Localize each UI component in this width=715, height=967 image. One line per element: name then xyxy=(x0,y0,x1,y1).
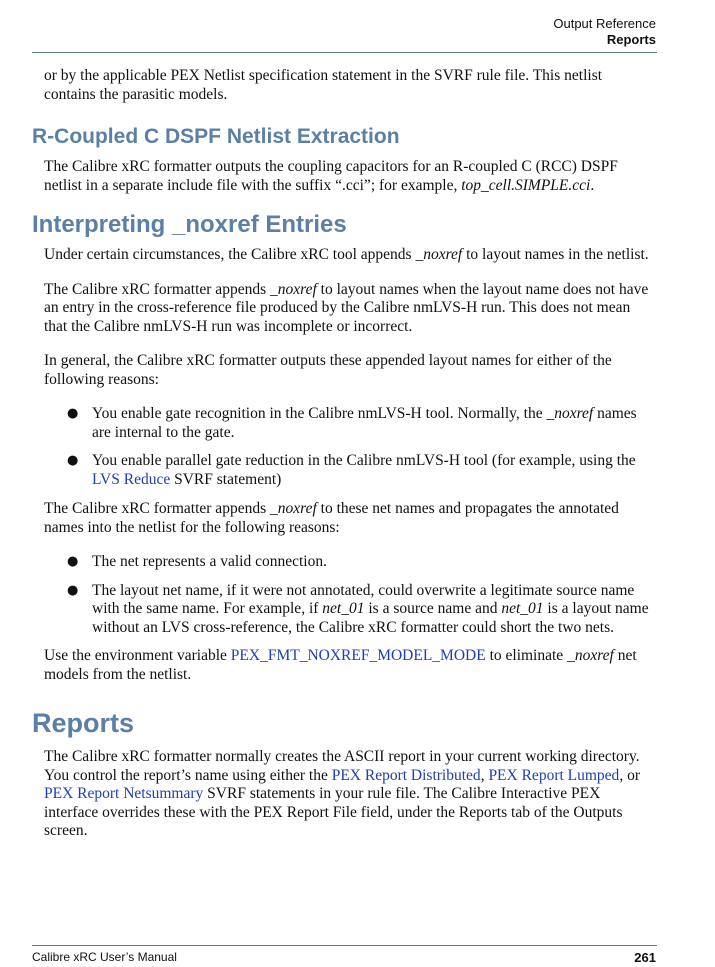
noxref-paragraph-3: In general, the Calibre xRC formatter outputs these appended layout names for either of the following reasons: xyxy=(44,352,612,388)
page-number: 261 xyxy=(634,950,656,965)
list-item: ● The layout net name, if it were not annotated, could overwrite a legitimate source name with the same name. For example, if net_01 is a source name and net_01 is a layout name without an LVS cross-reference, the Calibre xRC formatter could short the two nets. xyxy=(67,581,649,636)
reasons-list-2 xyxy=(44,553,654,637)
rcc-paragraph: The Calibre xRC formatter outputs the coupling capacitors for an R-coupled C (RCC) DSPF netlist in a separate include file with the suffix “.cci”; for example, top_cell.SIMPLE.cci. xyxy=(44,158,618,194)
link-pex-report-distributed[interactable]: PEX Report Distributed xyxy=(331,766,481,784)
bullet-icon: ● xyxy=(67,453,79,468)
heading-noxref: Interpreting _noxref Entries xyxy=(32,211,347,238)
link-pex-fmt-noxref-model-mode[interactable]: PEX_FMT_NOXREF_MODEL_MODE xyxy=(230,647,486,664)
noxref-paragraph-2: The Calibre xRC formatter appends _noxref to layout names when the layout name does not have an entry in the cross-reference file produced by the Calibre nmLVS-H run. This does not mean that the Calibre nmLVS-H run was incomplete or incorrect. xyxy=(44,280,649,335)
footer-rule xyxy=(32,945,657,946)
running-header xyxy=(553,16,656,48)
intro-paragraph: or by the applicable PEX Netlist specification statement in the SVRF rule file. This netlist contains the parasitic models. xyxy=(44,67,603,103)
link-pex-report-lumped[interactable]: PEX Report Lumped xyxy=(488,766,620,784)
heading-rcc-dspf: R-Coupled C DSPF Netlist Extraction xyxy=(32,125,400,148)
link-pex-report-netsummary[interactable]: PEX Report Netsummary xyxy=(44,785,204,802)
bullet-icon: ● xyxy=(67,406,79,421)
list-item: ● You enable gate recognition in the Calibre nmLVS-H tool. Normally, the _noxref names are internal to the gate. xyxy=(67,405,637,441)
header-section: Reports xyxy=(606,32,656,47)
reasons-list-1 xyxy=(44,405,654,489)
header-chapter: Output Reference xyxy=(553,16,656,31)
noxref-paragraph-4: The Calibre xRC formatter appends _noxref to these net names and propagates the annotated names into the netlist for the following reasons: xyxy=(44,500,619,536)
reports-paragraph: The Calibre xRC formatter normally creates the ASCII report in your current working directory. You control the report’s name using either the PEX Report Distributed, PEX Report Lumped, or PEX Report Netsummary SVRF statements in your rule file. The Calibre Interactive PEX interface overrides these with the PEX Report File field, under the Reports tab of the Outputs screen. xyxy=(44,748,640,839)
header-rule xyxy=(32,52,657,53)
page-body xyxy=(32,67,654,841)
link-lvs-reduce[interactable]: LVS Reduce xyxy=(92,470,171,488)
footer-manual-title: Calibre xRC User’s Manual xyxy=(32,950,177,964)
bullet-icon: ● xyxy=(67,554,79,569)
list-item: ● The net represents a valid connection. xyxy=(67,553,327,570)
noxref-paragraph-5: Use the environment variable PEX_FMT_NOXREF_MODEL_MODE to eliminate _noxref net models from the netlist. xyxy=(44,647,637,683)
bullet-icon: ● xyxy=(67,582,79,598)
heading-reports: Reports xyxy=(32,708,135,738)
noxref-paragraph-1: Under certain circumstances, the Calibre xRC tool appends _noxref to layout names in the netlist. xyxy=(44,246,649,263)
list-item: ● You enable parallel gate reduction in the Calibre nmLVS-H tool (for example, using the LVS Reduce SVRF statement) xyxy=(67,452,636,488)
